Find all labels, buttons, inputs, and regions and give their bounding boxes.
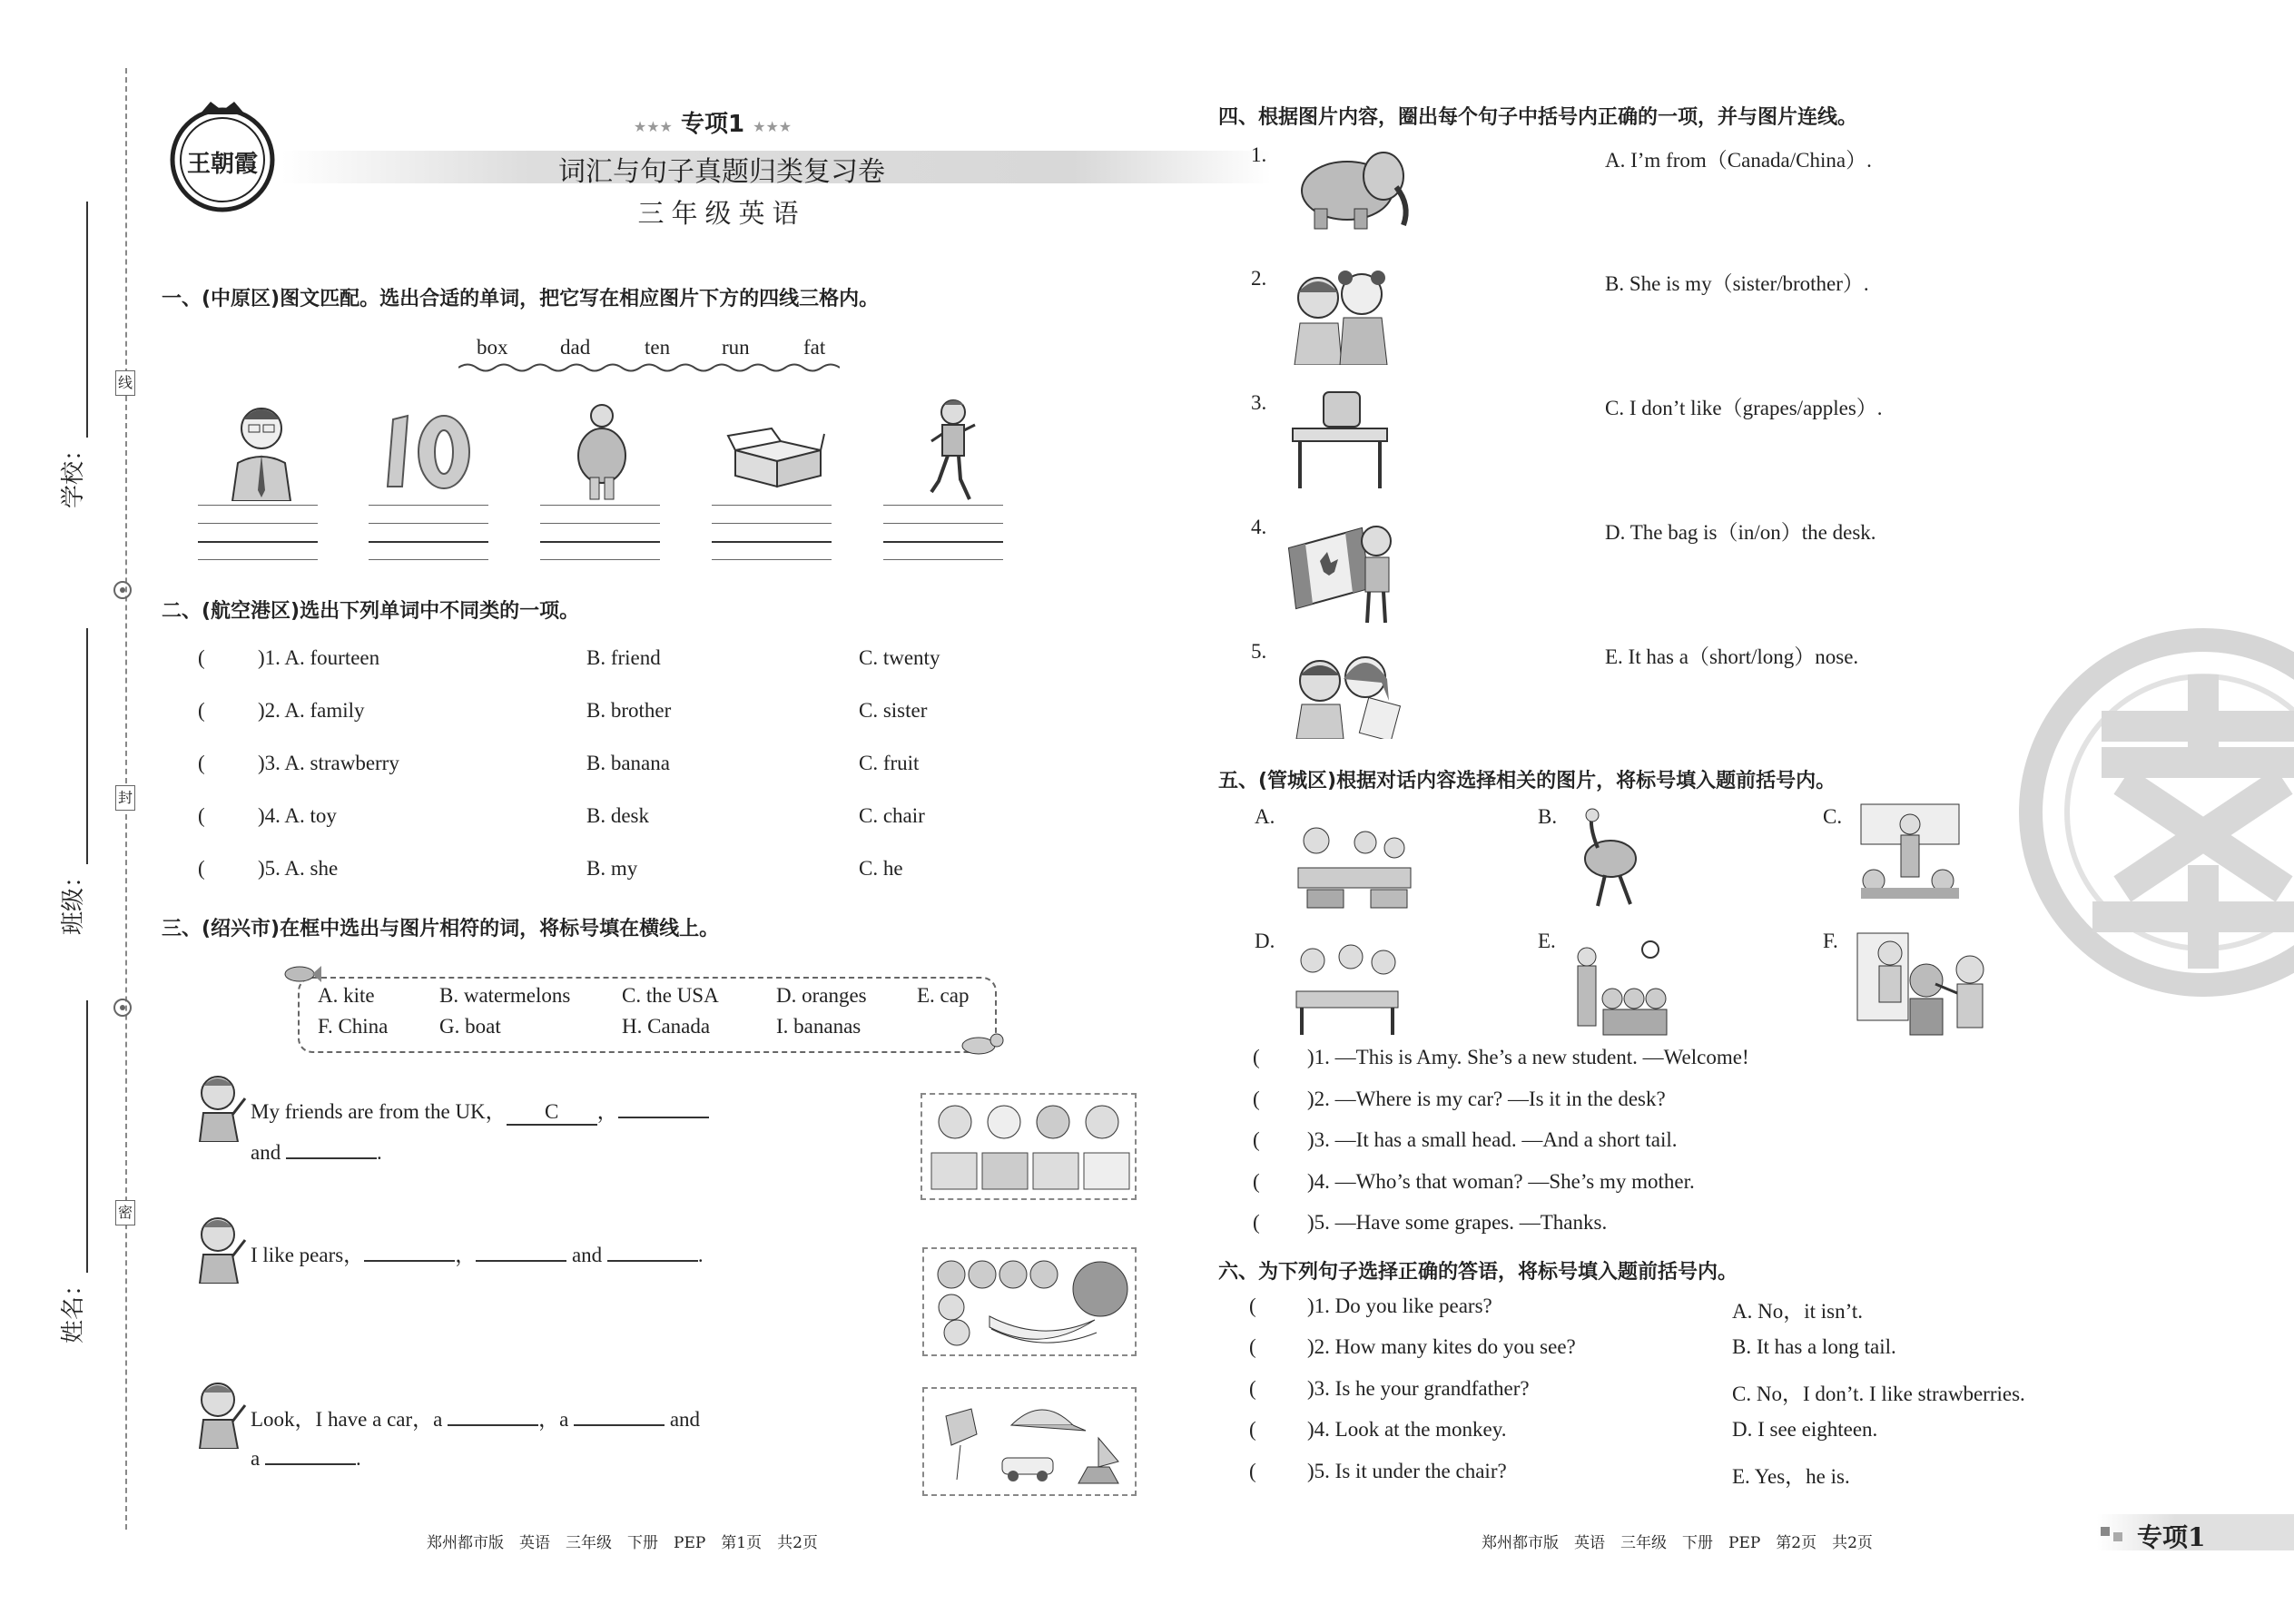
dialogue-text: )1. —This is Amy. She’s a new student. —Welcome! [1307,1046,1749,1068]
question-3-3-line2: a . [251,1447,361,1470]
sentence-a: A. I’m from（Canada/China）. [1605,149,1872,172]
section-1-heading: 一、(中原区)图文匹配。选出合适的单词，把它写在相应图片下方的四线三格内。 [162,288,880,310]
section-3-heading: 三、(绍兴市)在框中选出与图片相符的词，将标号填在横线上。 [162,918,720,940]
answer-paren[interactable]: ( [1253,1046,1260,1068]
pic-label: A. [1255,805,1275,828]
option-item: A. kite [318,984,375,1007]
answer-option: D. I see eighteen. [1732,1418,1878,1441]
answer-paren[interactable]: ( [198,804,205,827]
binding-margin [0,0,136,1624]
option-c: C. he [859,857,903,880]
boy-avatar-icon [192,1380,249,1449]
kite-cap-boat-picture [922,1387,1137,1496]
seal-char-line: 线 [115,370,135,396]
option-b: B. desk [586,804,649,827]
option-b: B. banana [586,752,670,774]
answer-blank[interactable]: C [507,1100,597,1126]
answer-paren[interactable]: ( [198,699,205,722]
class-field[interactable] [86,628,88,864]
section-4-heading: 四、根据图片内容，圈出每个句子中括号内正确的一项，并与图片连线。 [1218,106,1858,129]
dialogue-text: )2. —Where is my car? —Is it in the desk? [1307,1088,1666,1110]
answer-option: B. It has a long tail. [1732,1335,1896,1358]
option-a: )2. A. family [258,699,365,722]
answer-paren[interactable]: ( [1249,1418,1256,1441]
answer-blank[interactable] [607,1260,698,1262]
school-label: 学校： [60,437,87,508]
option-item: D. oranges [776,984,867,1007]
option-item: B. watermelons [439,984,571,1007]
answer-paren[interactable]: ( [1249,1294,1256,1317]
dialogue-text: )3. —It has a small head. —And a short tail. [1307,1128,1678,1151]
pic-label: F. [1823,930,1838,952]
fat-woman-icon [570,399,634,501]
option-c: C. fruit [859,752,920,774]
answer-blank[interactable] [476,1260,566,1262]
answer-paren[interactable]: ( [1253,1128,1260,1151]
word-bank [458,334,840,370]
option-item: F. China [318,1015,389,1038]
faces-landmarks-picture [921,1093,1137,1200]
question-text: )1. Do you like pears? [1307,1294,1492,1317]
seal-char-secret: 密 [115,1200,135,1225]
header [154,91,1144,245]
word-dad: dad [560,336,591,359]
question-text: )5. Is it under the chair? [1307,1460,1507,1482]
open-box-icon [726,425,826,488]
word-ten: ten [645,336,671,359]
list-item [198,804,1015,832]
answer-option: C. No，I don’t. I like strawberries. [1732,1383,2025,1405]
question-3-2: I like pears， ， and . [251,1244,704,1266]
list-item [198,699,1015,726]
option-item: E. cap [917,984,970,1007]
option-c: C. sister [859,699,928,722]
name-field[interactable] [86,1000,88,1273]
logo-text: 王朝霞 [186,151,258,178]
name-label: 姓名： [60,1272,87,1343]
answer-paren[interactable]: ( [198,857,205,880]
cat-icon [957,1029,1011,1057]
footer-right: 郑州都市版 英语 三年级 下册 PEP 第2页 共2页 [1482,1534,1873,1552]
list-item [198,857,1015,884]
question-text: )2. How many kites do you see? [1307,1335,1576,1358]
writing-grid-4[interactable] [712,505,832,565]
answer-paren[interactable]: ( [1253,1088,1260,1110]
secret-stamp-watermark-icon [2017,626,2294,999]
elephant-icon [1284,142,1416,232]
option-a: )5. A. she [258,857,339,880]
answer-paren[interactable]: ( [1249,1460,1256,1482]
word-box: box [477,336,508,359]
school-field[interactable] [86,202,88,438]
page-title: 词汇与句子真题归类复习卷 [558,156,885,188]
question-3-1: My friends are from the UK， C ， [251,1095,709,1126]
bag-on-desk-icon [1289,389,1391,490]
options-box [298,977,997,1053]
match-number: 4. [1251,516,1267,538]
answer-paren[interactable]: ( [1253,1211,1260,1234]
binding-ring-icon [111,996,134,1019]
option-c: C. twenty [859,646,940,669]
section-tab [2097,1514,2294,1550]
binding-ring-icon [111,578,134,602]
writing-grid-2[interactable] [369,505,488,565]
pic-label: C. [1823,805,1843,828]
match-number: 1. [1251,143,1267,166]
badge: ★★★ 专项1 ★★★ [633,111,793,138]
sentence-c: C. I don’t like（grapes/apples）. [1605,397,1883,419]
list-item [198,646,1015,674]
question-text: )3. Is he your grandfather? [1307,1377,1530,1400]
answer-paren[interactable]: ( [1249,1377,1256,1400]
answer-blank[interactable] [265,1463,356,1465]
answer-blank[interactable] [574,1424,665,1426]
boy-avatar-icon [192,1215,249,1284]
word-fat: fat [803,336,826,359]
option-a: )3. A. strawberry [258,752,399,774]
canada-flag-boy-icon [1285,516,1403,625]
pic-label: E. [1538,930,1556,952]
question-text: )4. Look at the monkey. [1307,1418,1507,1441]
option-b: B. brother [586,699,672,722]
question-3-3: Look，I have a car，a ，a and [251,1408,701,1431]
answer-blank[interactable] [364,1260,455,1262]
answer-blank[interactable] [618,1117,709,1118]
match-number: 5. [1251,640,1267,663]
sentence-e: E. It has a（short/long）nose. [1605,645,1859,668]
boy-avatar-icon [192,1073,249,1142]
dialogue-text: )5. —Have some grapes. —Thanks. [1307,1211,1608,1234]
answer-paren[interactable]: ( [1249,1335,1256,1358]
brother-sister-icon [1287,646,1403,739]
option-b: B. friend [586,646,661,669]
page-subtitle: 三年级英语 [637,198,806,229]
seal-char-seal: 封 [115,785,135,811]
fish-icon [281,962,323,986]
option-item: I. bananas [776,1015,861,1038]
pic-label: D. [1255,930,1275,952]
clock-kids-picture [1572,939,1678,1038]
match-number: 3. [1251,391,1267,414]
writing-grid-1[interactable] [198,505,318,565]
sentence-b: B. She is my（sister/brother）. [1605,272,1869,295]
question-3-1-line2: and . [251,1141,382,1164]
answer-option: E. Yes，he is. [1732,1465,1850,1488]
mother-boy-picture [1854,930,1990,1038]
option-c: C. chair [859,804,925,827]
kids-at-desk-picture [1289,939,1403,1035]
class-label: 班级： [60,863,87,935]
writing-grid-3[interactable] [540,505,660,565]
footer-left: 郑州都市版 英语 三年级 下册 PEP 第1页 共2页 [427,1534,818,1552]
answer-paren[interactable]: ( [198,646,205,669]
section-2-heading: 二、(航空港区)选出下列单词中不同类的一项。 [162,600,580,623]
fruits-picture [922,1247,1137,1356]
man-with-glasses-icon [225,399,298,501]
answer-paren[interactable]: ( [198,752,205,774]
section-2-list [198,646,1015,891]
running-boy-icon [924,398,979,503]
answer-blank[interactable] [448,1424,538,1426]
classroom-toys-picture [1289,817,1418,910]
sentence-d: D. The bag is（in/on）the desk. [1605,521,1876,544]
match-number: 2. [1251,267,1267,290]
option-item: H. Canada [622,1015,711,1038]
section-5-heading: 五、(管城区)根据对话内容选择相关的图片，将标号填入题前括号内。 [1218,770,1836,792]
two-girls-icon [1287,267,1393,365]
number-10-icon [377,410,477,492]
pic-label: B. [1538,805,1558,828]
section-5-list [1253,1046,1979,1255]
writing-grid-5[interactable] [883,505,1003,565]
option-b: B. my [586,857,638,880]
answer-blank[interactable] [286,1157,377,1159]
ostrich-icon [1570,808,1658,910]
section-6-list [1249,1294,2121,1503]
tab-label: 专项1 [2137,1522,2206,1552]
word-run: run [722,336,750,359]
option-item: C. the USA [622,984,719,1007]
answer-option: A. No，it isn’t. [1732,1300,1863,1323]
answer-paren[interactable]: ( [1253,1170,1260,1193]
dialogue-text: )4. —Who’s that woman? —She’s my mother. [1307,1170,1695,1193]
teacher-class-picture [1857,801,1963,901]
option-item: G. boat [439,1015,501,1038]
list-item [198,752,1015,779]
option-a: )4. A. toy [258,804,337,827]
section-6-heading: 六、为下列句子选择正确的答语，将标号填入题前括号内。 [1218,1261,1738,1284]
option-a: )1. A. fourteen [258,646,380,669]
